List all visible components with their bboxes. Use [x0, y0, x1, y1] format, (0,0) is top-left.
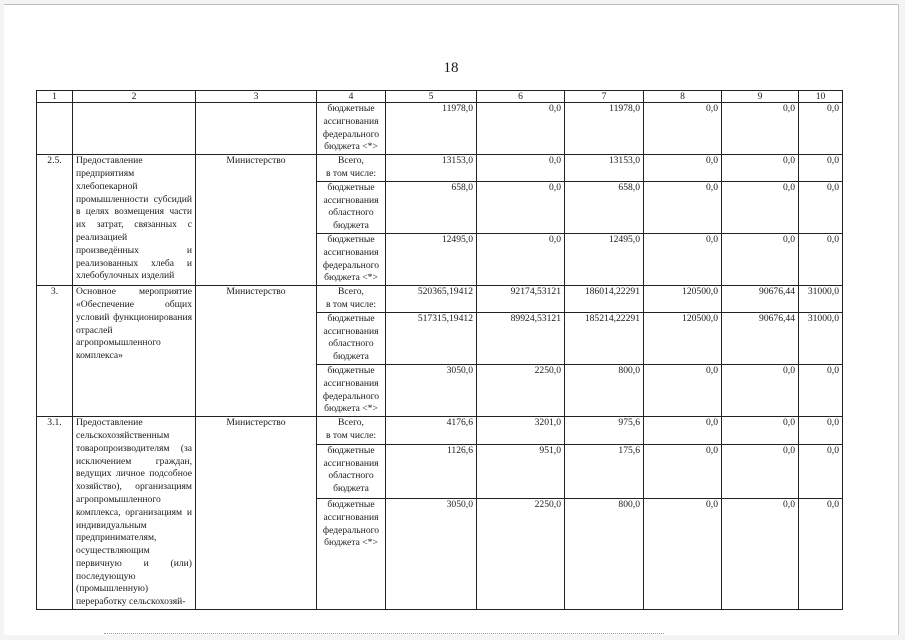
value-cell: 90676,44 — [722, 286, 799, 313]
value-cell: 0,0 — [799, 444, 843, 498]
funding-source-cell: бюджетные ассигнования федерального бюджета <*> — [317, 498, 386, 609]
column-header: 2 — [73, 91, 196, 103]
table-row — [37, 155, 843, 182]
value-cell: 0,0 — [722, 498, 799, 609]
value-cell: 0,0 — [722, 364, 799, 416]
value-cell: 92174,53121 — [477, 286, 565, 313]
value-cell: 800,0 — [565, 364, 644, 416]
value-cell: 658,0 — [386, 181, 477, 233]
value-cell: 0,0 — [477, 103, 565, 155]
value-cell: 2250,0 — [477, 364, 565, 416]
value-cell: 0,0 — [477, 155, 565, 182]
funding-source-cell: Всего, в том числе: — [317, 286, 386, 313]
column-header: 5 — [386, 91, 477, 103]
value-cell: 0,0 — [799, 103, 843, 155]
funding-source-cell: бюджетные ассигнования федерального бюджета <*> — [317, 233, 386, 285]
value-cell: 3050,0 — [386, 364, 477, 416]
value-cell: 13153,0 — [386, 155, 477, 182]
value-cell: 3050,0 — [386, 498, 477, 609]
table-row — [37, 286, 843, 313]
value-cell: 800,0 — [565, 498, 644, 609]
value-cell: 0,0 — [722, 233, 799, 285]
document-page — [4, 4, 899, 635]
value-cell: 0,0 — [477, 233, 565, 285]
value-cell: 658,0 — [565, 181, 644, 233]
value-cell: 31000,0 — [799, 312, 843, 364]
funding-source-cell: бюджетные ассигнования федерального бюджета <*> — [317, 103, 386, 155]
item-number-cell — [37, 103, 73, 155]
value-cell: 0,0 — [722, 444, 799, 498]
column-header: 8 — [644, 91, 722, 103]
item-name-cell: Предоставление предприятиям хлебопекарной промышленности субсидий в целях возмещения части их затрат, связанных с реализацией произведённых и реализованных хлеба и хлебобулочных изделий — [73, 155, 196, 286]
value-cell: 0,0 — [799, 155, 843, 182]
value-cell: 2250,0 — [477, 498, 565, 609]
value-cell: 0,0 — [722, 155, 799, 182]
value-cell: 3201,0 — [477, 417, 565, 445]
value-cell: 0,0 — [799, 233, 843, 285]
value-cell: 0,0 — [799, 364, 843, 416]
value-cell: 120500,0 — [644, 286, 722, 313]
value-cell: 0,0 — [722, 103, 799, 155]
column-header: 4 — [317, 91, 386, 103]
value-cell: 951,0 — [477, 444, 565, 498]
value-cell: 4176,6 — [386, 417, 477, 445]
value-cell: 12495,0 — [386, 233, 477, 285]
value-cell: 0,0 — [644, 444, 722, 498]
executor-cell: Министерство — [196, 155, 317, 286]
item-number-cell: 3.1. — [37, 417, 73, 610]
table-header-row — [37, 91, 843, 103]
value-cell: 0,0 — [644, 417, 722, 445]
funding-source-cell: бюджетные ассигнования федерального бюджета <*> — [317, 364, 386, 416]
funding-source-cell: бюджетные ассигнования областного бюджета — [317, 181, 386, 233]
value-cell: 0,0 — [644, 498, 722, 609]
column-header: 3 — [196, 91, 317, 103]
value-cell: 0,0 — [799, 181, 843, 233]
value-cell: 13153,0 — [565, 155, 644, 182]
item-name-cell — [73, 103, 196, 155]
value-cell: 186014,22291 — [565, 286, 644, 313]
value-cell: 1126,6 — [386, 444, 477, 498]
table-row — [37, 417, 843, 445]
value-cell: 517315,19412 — [386, 312, 477, 364]
item-name-cell: Предоставление сельскохозяйственным товаропроизводителям (за исключением граждан, ведущих личное подсобное хозяйство), организациям агропромышленного комплекса, организациям и индивидуальным предпринимателям, осуществляющим первичную и (или) последующую (промышленную) переработку сельскохозяй- — [73, 417, 196, 610]
value-cell: 0,0 — [477, 181, 565, 233]
value-cell: 11978,0 — [565, 103, 644, 155]
value-cell: 0,0 — [644, 181, 722, 233]
column-header: 6 — [477, 91, 565, 103]
value-cell: 90676,44 — [722, 312, 799, 364]
item-name-cell: Основное мероприятие «Обеспечение общих условий функционирования отраслей агропромышленного комплекса» — [73, 286, 196, 417]
value-cell: 120500,0 — [644, 312, 722, 364]
value-cell: 0,0 — [799, 417, 843, 445]
table-row — [37, 103, 843, 155]
value-cell: 175,6 — [565, 444, 644, 498]
column-header: 7 — [565, 91, 644, 103]
column-header: 10 — [799, 91, 843, 103]
item-number-cell: 3. — [37, 286, 73, 417]
value-cell: 11978,0 — [386, 103, 477, 155]
value-cell: 975,6 — [565, 417, 644, 445]
value-cell: 0,0 — [644, 233, 722, 285]
value-cell: 520365,19412 — [386, 286, 477, 313]
executor-cell: Министерство — [196, 286, 317, 417]
scan-artifact-line — [104, 633, 664, 634]
funding-source-cell: Всего, в том числе: — [317, 155, 386, 182]
funding-source-cell: Всего, в том числе: — [317, 417, 386, 445]
page-number: 18 — [443, 60, 459, 76]
funding-source-cell: бюджетные ассигнования областного бюджета — [317, 444, 386, 498]
value-cell: 0,0 — [722, 417, 799, 445]
value-cell: 0,0 — [644, 364, 722, 416]
value-cell: 0,0 — [644, 155, 722, 182]
value-cell: 31000,0 — [799, 286, 843, 313]
value-cell: 89924,53121 — [477, 312, 565, 364]
funding-source-cell: бюджетные ассигнования областного бюджета — [317, 312, 386, 364]
column-header: 9 — [722, 91, 799, 103]
item-number-cell: 2.5. — [37, 155, 73, 286]
value-cell: 12495,0 — [565, 233, 644, 285]
value-cell: 0,0 — [722, 181, 799, 233]
executor-cell — [196, 103, 317, 155]
value-cell: 185214,22291 — [565, 312, 644, 364]
value-cell: 0,0 — [799, 498, 843, 609]
column-header: 1 — [37, 91, 73, 103]
executor-cell: Министерство — [196, 417, 317, 610]
value-cell: 0,0 — [644, 103, 722, 155]
budget-table — [36, 90, 843, 610]
